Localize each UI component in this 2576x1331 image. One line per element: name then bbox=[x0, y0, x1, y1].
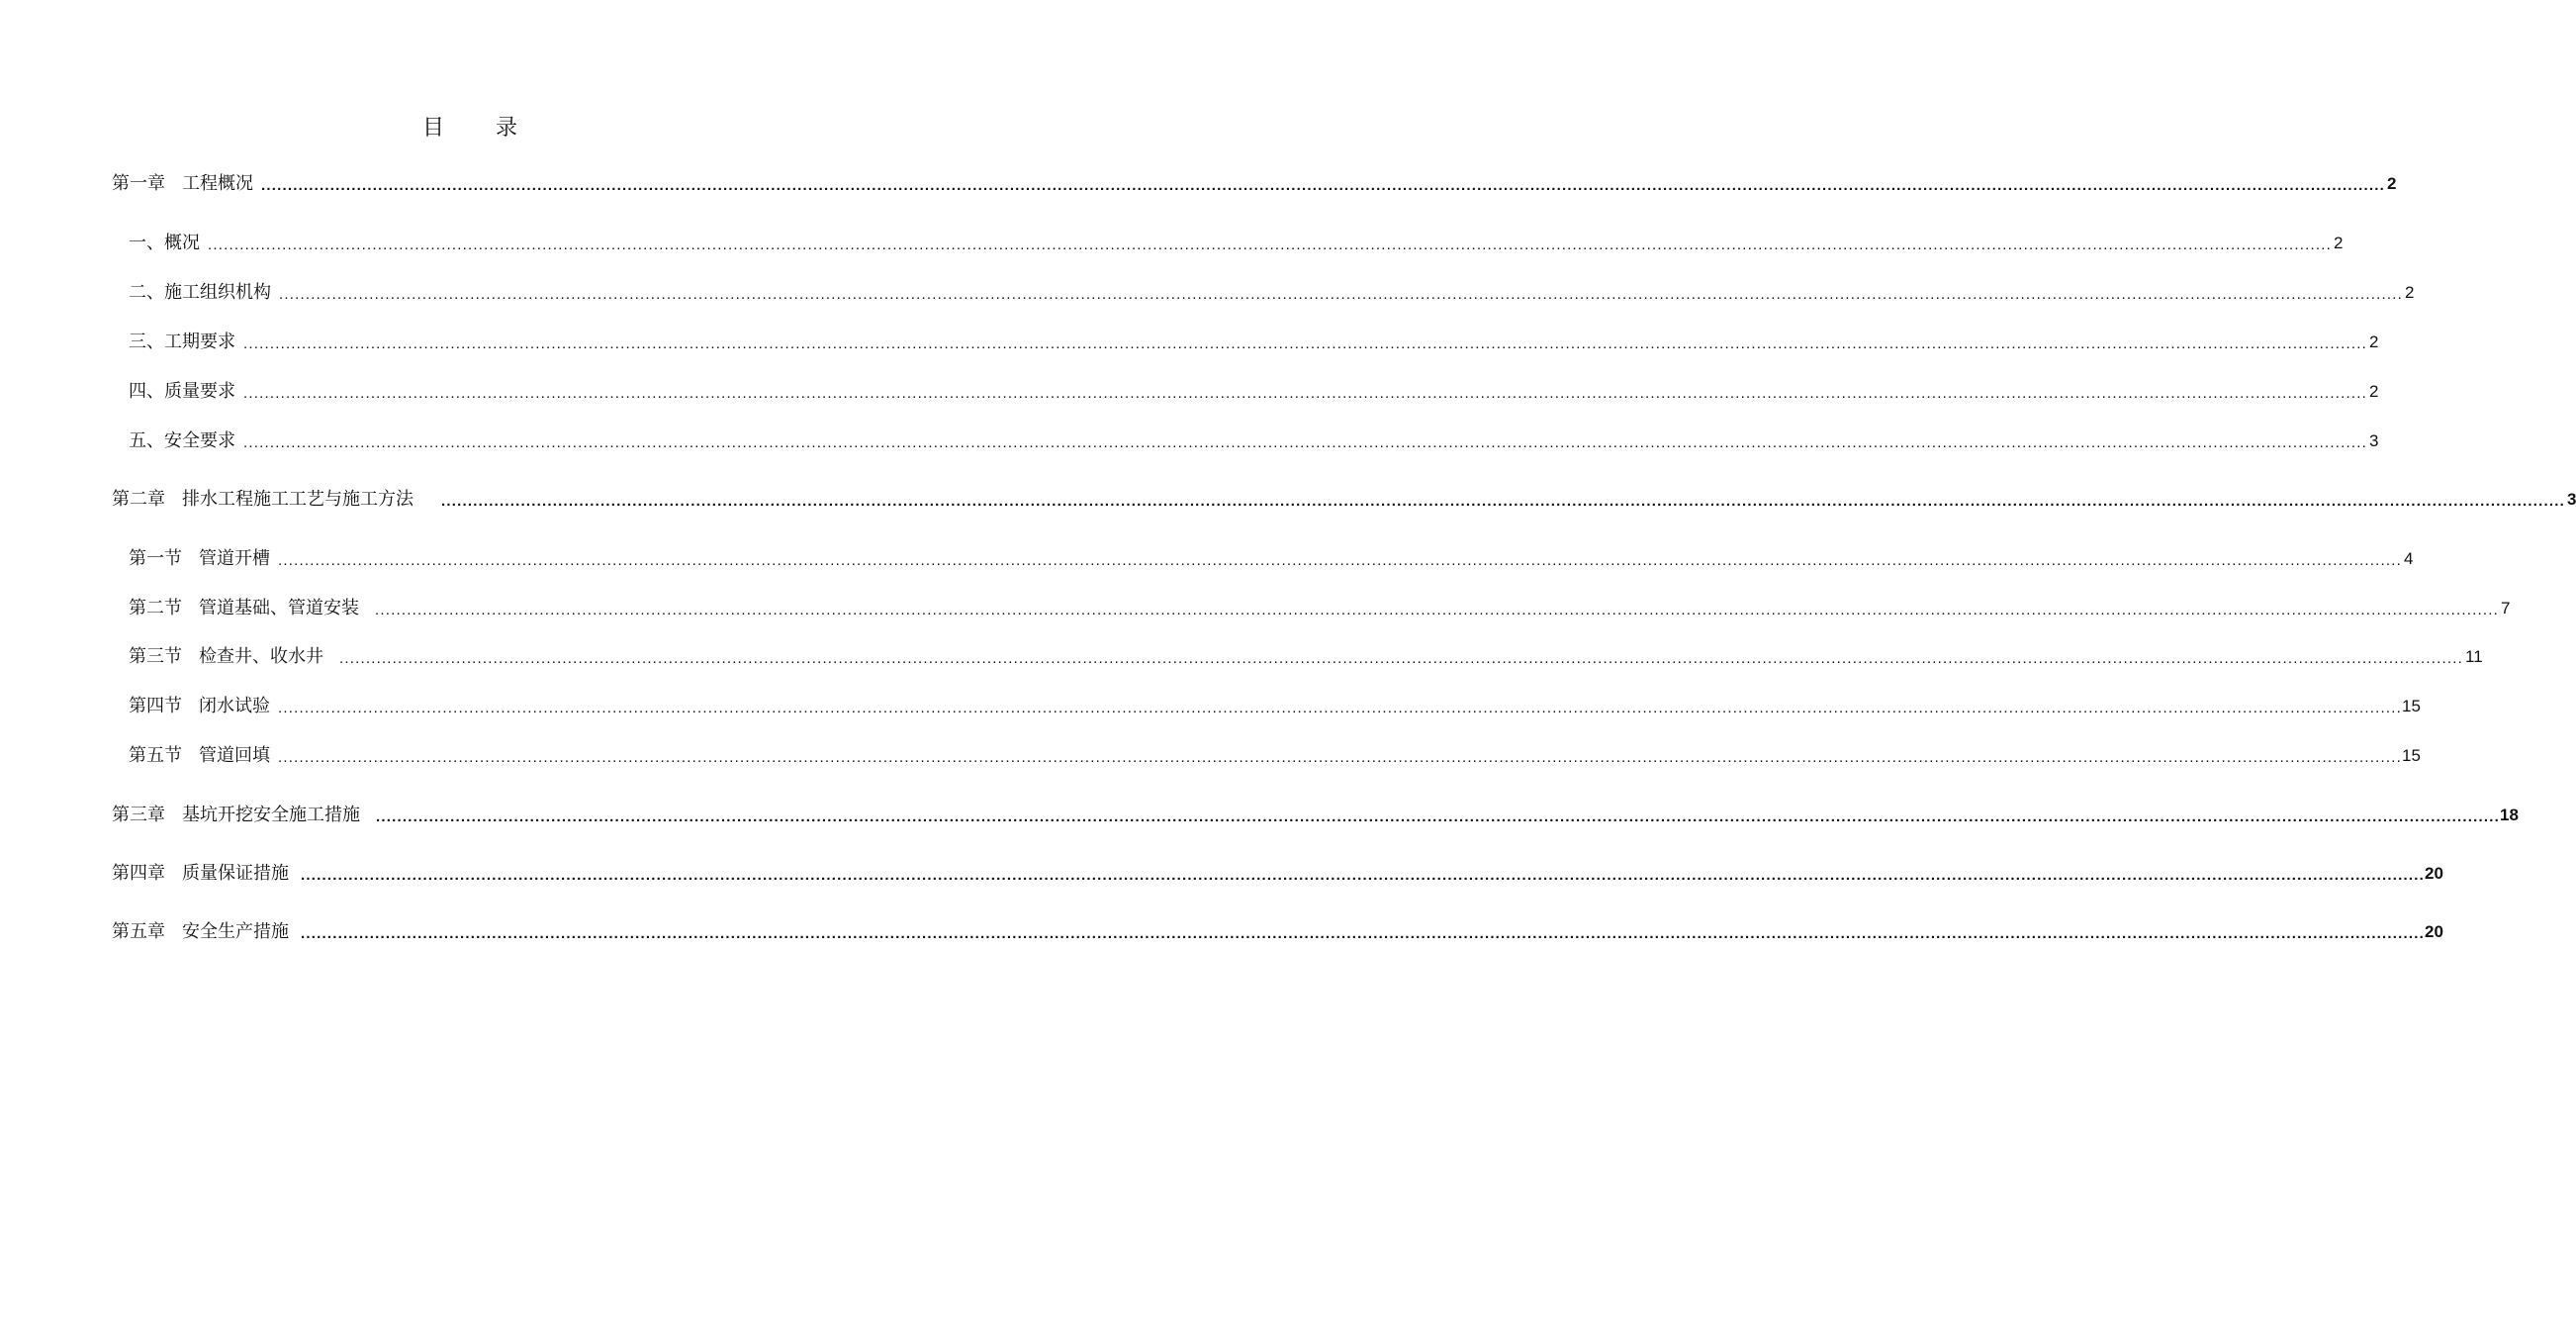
toc-entry-title: 概况 bbox=[164, 233, 200, 253]
toc-entry-title: 排水工程施工工艺与施工方法 bbox=[182, 489, 414, 510]
toc-entry-page: 15 bbox=[2402, 697, 2421, 715]
toc-entry-title: 管道回填 bbox=[199, 745, 270, 766]
page-title bbox=[0, 111, 940, 142]
toc-entry-title: 管道基础、管道安装 bbox=[199, 598, 359, 618]
toc-entry-section-1-2[interactable] bbox=[129, 278, 2415, 308]
toc-entry-page: 18 bbox=[2500, 806, 2519, 824]
dot-leader: ................................................................................................................................................................................................................................................................................................................................................................................................................ bbox=[261, 177, 2385, 194]
toc-entry-chapter-4[interactable] bbox=[112, 859, 2443, 889]
toc-entry-title: 基坑开挖安全施工措施 bbox=[182, 805, 360, 825]
dot-leader: ................................................................................................................................................................................................................................................................................................................................................................................................................ bbox=[243, 335, 2367, 352]
toc-entry-page: 20 bbox=[2425, 922, 2443, 941]
toc-entry-page: 7 bbox=[2501, 599, 2511, 618]
toc-entry-page: 2 bbox=[2334, 234, 2344, 252]
toc-entry-title: 工程概况 bbox=[182, 173, 253, 194]
toc-entry-number: 第二章 bbox=[112, 489, 165, 510]
toc-entry-number: 第四节 bbox=[129, 696, 182, 716]
toc-entry-number: 第三章 bbox=[112, 805, 165, 825]
dot-leader: ................................................................................................................................................................................................................................................................................................................................................................................................................ bbox=[301, 867, 2425, 884]
dot-leader: ................................................................................................................................................................................................................................................................................................................................................................................................................ bbox=[441, 493, 2565, 510]
toc-entry-number: 第一节 bbox=[129, 548, 182, 569]
toc-entry-chapter-3[interactable] bbox=[112, 801, 2519, 830]
toc-entry-number: 四、 bbox=[129, 381, 164, 402]
toc-entry-number: 三、 bbox=[129, 332, 164, 352]
dot-leader: ................................................................................................................................................................................................................................................................................................................................................................................................................ bbox=[301, 925, 2425, 942]
dot-leader: ................................................................................................................................................................................................................................................................................................................................................................................................................ bbox=[278, 552, 2402, 569]
toc-entry-page: 2 bbox=[2405, 283, 2415, 302]
toc-entry-section-2-1[interactable] bbox=[129, 544, 2414, 574]
toc-entry-section-2-5[interactable] bbox=[129, 741, 2421, 771]
toc-entry-number: 第三节 bbox=[129, 646, 182, 667]
toc-entry-chapter-2[interactable] bbox=[112, 485, 2576, 515]
toc-entry-page: 3 bbox=[2567, 490, 2576, 509]
toc-entry-page: 11 bbox=[2465, 647, 2483, 666]
dot-leader: ................................................................................................................................................................................................................................................................................................................................................................................................................ bbox=[279, 286, 2403, 303]
toc-entry-number: 一、 bbox=[129, 233, 164, 253]
toc-entry-title: 工期要求 bbox=[164, 332, 235, 352]
dot-leader: ................................................................................................................................................................................................................................................................................................................................................................................................................ bbox=[208, 237, 2332, 253]
dot-leader: ................................................................................................................................................................................................................................................................................................................................................................................................................ bbox=[243, 385, 2367, 402]
toc-entry-section-2-4[interactable] bbox=[129, 692, 2421, 721]
title-char-1: 目 bbox=[421, 116, 444, 141]
dot-leader: ................................................................................................................................................................................................................................................................................................................................................................................................................ bbox=[339, 650, 2463, 667]
toc-entry-number: 五、 bbox=[129, 430, 164, 451]
toc-entry-section-2-3[interactable] bbox=[129, 642, 2483, 672]
toc-entry-number: 第一章 bbox=[112, 173, 165, 194]
toc-entry-page: 2 bbox=[2387, 174, 2397, 193]
toc-entry-section-1-3[interactable] bbox=[129, 328, 2379, 357]
toc-entry-title: 管道开槽 bbox=[199, 548, 270, 569]
toc-entry-page: 2 bbox=[2369, 382, 2379, 401]
dot-leader: ................................................................................................................................................................................................................................................................................................................................................................................................................ bbox=[376, 808, 2500, 825]
toc-entry-section-1-4[interactable] bbox=[129, 377, 2379, 407]
toc-entry-section-1-5[interactable] bbox=[129, 427, 2379, 456]
toc-entry-title: 安全要求 bbox=[164, 430, 235, 451]
toc-entry-title: 质量要求 bbox=[164, 381, 235, 402]
toc-entry-title: 安全生产措施 bbox=[182, 921, 289, 942]
toc-entry-page: 15 bbox=[2402, 746, 2421, 765]
toc-entry-page: 3 bbox=[2369, 431, 2379, 450]
toc-entry-number: 第四章 bbox=[112, 863, 165, 884]
toc-entry-title: 质量保证措施 bbox=[182, 863, 289, 884]
toc-entry-number: 第五节 bbox=[129, 745, 182, 766]
toc-entry-number: 第五章 bbox=[112, 921, 165, 942]
toc-entry-section-2-2[interactable] bbox=[129, 594, 2511, 623]
title-char-2: 录 bbox=[496, 116, 518, 141]
toc-entry-section-1-1[interactable] bbox=[129, 229, 2344, 258]
toc-entry-title: 施工组织机构 bbox=[164, 282, 271, 303]
toc-entry-title: 检查井、收水井 bbox=[199, 646, 323, 667]
toc-entry-number: 二、 bbox=[129, 282, 164, 303]
toc-entry-title: 闭水试验 bbox=[199, 696, 270, 716]
toc-entry-chapter-5[interactable] bbox=[112, 917, 2443, 947]
toc-entry-page: 2 bbox=[2369, 333, 2379, 351]
toc-entry-page: 20 bbox=[2425, 864, 2443, 883]
dot-leader: ................................................................................................................................................................................................................................................................................................................................................................................................................ bbox=[243, 434, 2367, 451]
dot-leader: ................................................................................................................................................................................................................................................................................................................................................................................................................ bbox=[278, 700, 2402, 716]
toc-entry-page: 4 bbox=[2404, 549, 2414, 568]
toc-entry-chapter-1[interactable] bbox=[112, 169, 2397, 199]
toc-entry-number: 第二节 bbox=[129, 598, 182, 618]
dot-leader: ................................................................................................................................................................................................................................................................................................................................................................................................................ bbox=[278, 749, 2402, 766]
dot-leader: ................................................................................................................................................................................................................................................................................................................................................................................................................ bbox=[375, 602, 2499, 618]
